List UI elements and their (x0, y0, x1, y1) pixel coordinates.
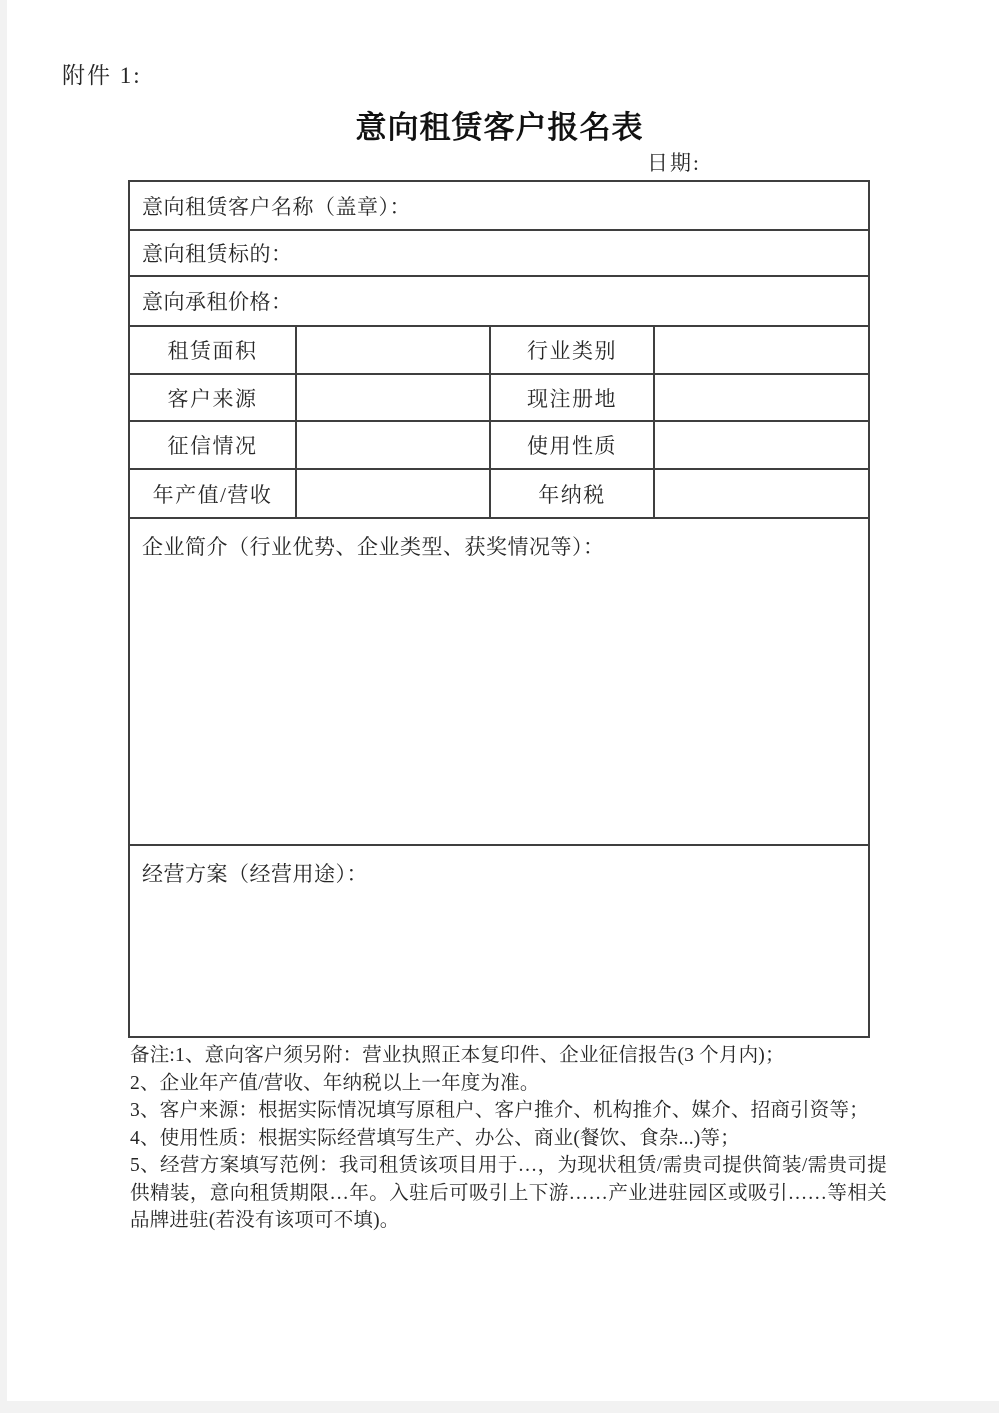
industry-category-label: 行业类别 (490, 326, 654, 374)
annual-output-label: 年产值/营收 (129, 469, 296, 518)
note-line-2: 2、企业年产值/营收、年纳税以上一年度为准。 (130, 1072, 540, 1094)
row-source-registered (129, 374, 869, 421)
row-area-industry (129, 326, 869, 374)
attachment-label: 附件 1: (62, 63, 142, 88)
customer-source-label: 客户来源 (129, 374, 296, 421)
note-line-4: 4、使用性质：根据实际经营填写生产、办公、商业(餐饮、食杂...)等； (130, 1127, 740, 1149)
business-plan-label: 经营方案（经营用途）： (142, 862, 368, 886)
rent-price-label: 意向承租价格： (142, 290, 293, 314)
row-credit-usage (129, 421, 869, 469)
lease-area-value[interactable] (296, 326, 490, 374)
note-line-1: 备注:1、意向客户须另附：营业执照正本复印件、企业征信报告(3 个月内)； (130, 1045, 785, 1066)
row-output-tax (129, 469, 869, 518)
registered-place-value[interactable] (654, 374, 869, 421)
credit-status-value[interactable] (296, 421, 490, 469)
date-label: 日期: (647, 151, 701, 175)
field-customer-name[interactable] (129, 181, 869, 230)
customer-source-value[interactable] (296, 374, 490, 421)
industry-category-value[interactable] (654, 326, 869, 374)
annual-tax-value[interactable] (654, 469, 869, 518)
row-business-plan (129, 845, 869, 1037)
customer-name-label: 意向租赁客户名称（盖章）： (142, 194, 411, 219)
row-rent-price (129, 276, 869, 326)
company-profile-label: 企业简介（行业优势、企业类型、获奖情况等）： (142, 535, 605, 559)
annual-output-value[interactable] (296, 469, 490, 518)
field-lease-subject[interactable] (129, 230, 869, 276)
field-company-profile[interactable] (129, 518, 869, 845)
page-title: 意向租赁客户报名表 (355, 110, 644, 145)
row-lease-subject (129, 230, 869, 276)
usage-nature-label: 使用性质 (490, 421, 654, 469)
usage-nature-value[interactable] (654, 421, 869, 469)
row-company-profile (129, 518, 869, 845)
annual-tax-label: 年纳税 (490, 469, 654, 518)
page-left-edge (0, 0, 7, 1413)
notes-section (130, 1042, 887, 1235)
registered-place-label: 现注册地 (490, 374, 654, 421)
note-line-3: 3、客户来源：根据实际情况填写原租户、客户推介、机构推介、媒介、招商引资等； (130, 1100, 869, 1121)
page-bottom-edge (0, 1401, 999, 1413)
credit-status-label: 征信情况 (129, 421, 296, 469)
lease-area-label: 租赁面积 (129, 326, 296, 374)
field-rent-price[interactable] (129, 276, 869, 326)
note-line-5: 5、经营方案填写范例：我司租赁该项目用于…，为现状租赁/需贵司提供简装/需贵司提供精装，意向租赁期限…年。入驻后可吸引上下游……产业进驻园区或吸引……等相关品牌进驻(若没有该项可不填)。 (130, 1155, 887, 1231)
lease-subject-label: 意向租赁标的： (142, 242, 293, 266)
field-business-plan[interactable] (129, 845, 869, 1037)
date-row (647, 147, 701, 177)
registration-form-table (128, 180, 870, 1038)
row-customer-name (129, 181, 869, 230)
